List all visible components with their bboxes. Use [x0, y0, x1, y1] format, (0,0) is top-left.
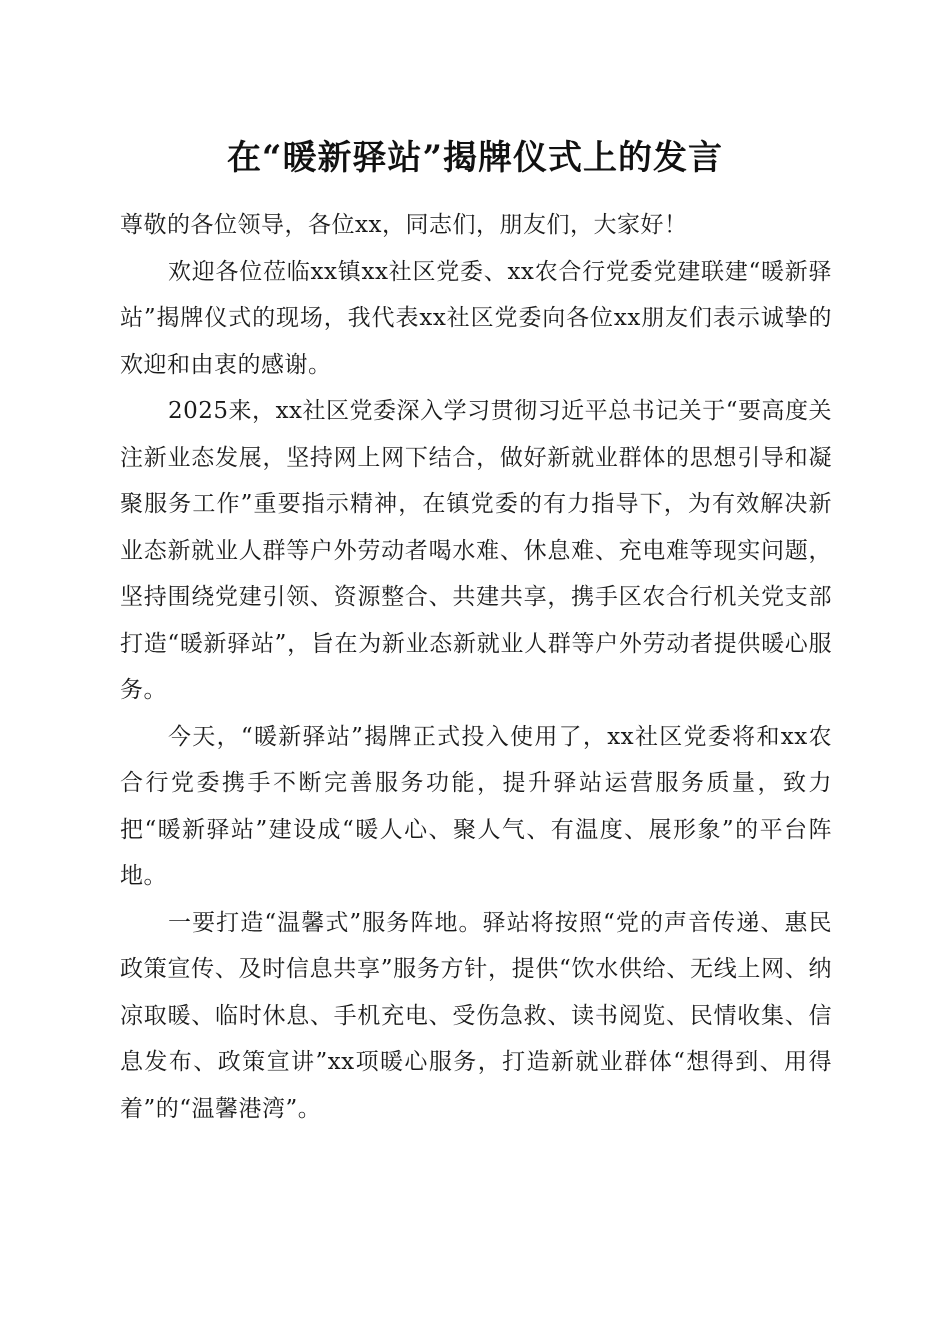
document-body: [120, 202, 832, 1132]
paragraph-welcome: 欢迎各位莅临xx镇xx社区党委、xx农合行党委党建联建“暖新驿站”揭牌仪式的现场，我代表xx社区党委向各位xx朋友们表示诚挚的欢迎和由衷的感谢。: [120, 258, 832, 378]
paragraph-background: 2025来，xx社区党委深入学习贯彻习近平总书记关于“要高度关注新业态发展，坚持网上网下结合，做好新就业群体的思想引导和凝聚服务工作”重要指示精神，在镇党委的有力指导下，为有效解决新业态新就业人群等户外劳动者喝水难、休息难、充电难等现实问题，坚持围绕党建引领、资源整合、共建共享，携手区农合行机关党支部打造“暖新驿站”，旨在为新业态新就业人群等户外劳动者提供暖心服务。: [120, 398, 832, 703]
paragraph-point-one: 一要打造“温馨式”服务阵地。驿站将按照“党的声音传递、惠民政策宣传、及时信息共享”服务方针，提供“饮水供给、无线上网、纳凉取暖、临时休息、手机充电、受伤急救、读书阅览、民情收集、信息发布、政策宣讲”xx项暖心服务，打造新就业群体“想得到、用得着”的“温馨港湾”。: [120, 909, 832, 1122]
greeting-paragraph: 尊敬的各位领导，各位xx，同志们，朋友们，大家好！: [120, 212, 688, 238]
page-title: 在“暖新驿站”揭牌仪式上的发言: [226, 138, 724, 178]
paragraph-today: 今天，“暖新驿站”揭牌正式投入使用了，xx社区党委将和xx农合行党委携手不断完善服务功能，提升驿站运营服务质量，致力把“暖新驿站”建设成“暖人心、聚人气、有温度、展形象”的平台阵地。: [120, 723, 832, 889]
